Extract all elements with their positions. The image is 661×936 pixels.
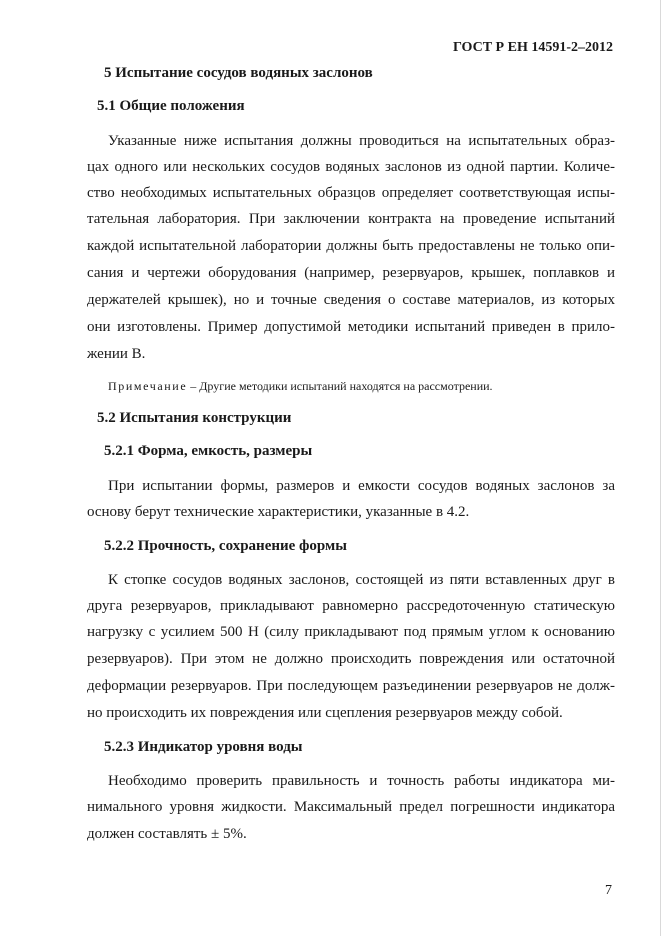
paragraph-line: но происходить их повреждения или сцепления резервуаров между собой. bbox=[87, 705, 563, 721]
section-5-2-3-heading: 5.2.3 Индикатор уровня воды bbox=[104, 739, 303, 755]
section-5-2-heading: 5.2 Испытания конструкции bbox=[97, 410, 292, 426]
paragraph-line: При испытании формы, размеров и емкости сосудов водяных заслонов за bbox=[108, 478, 615, 494]
note bbox=[108, 378, 493, 394]
paragraph-line: резервуаров). При этом не должно происходить повреждения или остаточной bbox=[87, 651, 615, 667]
section-5-2-2-heading: 5.2.2 Прочность, сохранение формы bbox=[104, 538, 347, 554]
paragraph-line: основу берут технические характеристики, указанные в 4.2. bbox=[87, 504, 470, 520]
note-text: – Другие методики испытаний находятся на рассмотрении. bbox=[187, 379, 493, 393]
standard-code: ГОСТ Р ЕН 14591-2–2012 bbox=[452, 40, 613, 55]
section-5-1-heading: 5.1 Общие положения bbox=[97, 98, 245, 114]
paragraph-line: они изготовлены. Пример допустимой методики испытаний приведен в прило- bbox=[87, 319, 615, 335]
paragraph-line: цах одного или нескольких сосудов водяных заслонов из одной партии. Количе- bbox=[87, 159, 615, 175]
paragraph-line: Указанные ниже испытания должны проводиться на испытательных образ- bbox=[108, 133, 615, 149]
paragraph-line: нагрузку с усилием 500 Н (силу прикладывают под прямым углом к основанию bbox=[87, 624, 615, 640]
paragraph-line: сания и чертежи оборудования (например, резервуаров, крышек, поплавков и bbox=[87, 265, 615, 281]
section-5-2-1-heading: 5.2.1 Форма, емкость, размеры bbox=[104, 443, 313, 459]
paragraph-line: держателей крышек), но и точные сведения о составе материалов, из которых bbox=[87, 292, 615, 308]
paragraph-line: жении В. bbox=[87, 346, 146, 362]
paragraph-line: тательная лаборатория. При заключении контракта на проведение испытаний bbox=[87, 211, 615, 227]
paragraph-line: друга резервуаров, прикладывают равномерно рассредоточенную статическую bbox=[87, 598, 615, 614]
paragraph-line: деформации резервуаров. При последующем разъединении резервуаров не долж- bbox=[87, 678, 615, 694]
paragraph-line: ство необходимых испытательных образцов определяет соответствующая испы- bbox=[87, 185, 615, 201]
paragraph-line: должен составлять ± 5%. bbox=[87, 826, 247, 842]
page-number: 7 bbox=[605, 883, 612, 898]
paragraph-line: К стопке сосудов водяных заслонов, состоящей из пяти вставленных друг в bbox=[108, 572, 615, 588]
paragraph-line: Необходимо проверить правильность и точность работы индикатора ми- bbox=[108, 773, 615, 789]
paragraph-line: нимального уровня жидкости. Максимальный предел погрешности индикатора bbox=[87, 799, 615, 815]
note-label: Примечание bbox=[108, 379, 188, 393]
paragraph-line: каждой испытательной лаборатории должны быть предоставлены не только опи- bbox=[87, 238, 615, 254]
section-5-heading: 5 Испытание сосудов водяных заслонов bbox=[104, 65, 373, 81]
